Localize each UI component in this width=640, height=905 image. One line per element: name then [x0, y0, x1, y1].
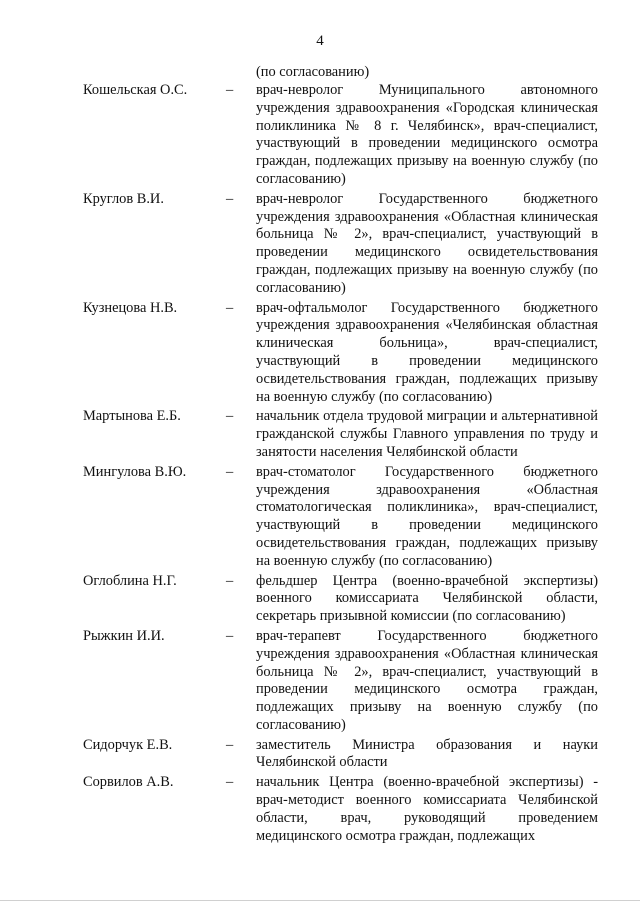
separator-dash: – [226, 299, 234, 316]
separator-dash: – [226, 736, 234, 753]
continued-text: (по согласованию) [256, 64, 370, 80]
member-position: врач-терапевт Государственного бюджетного учреждения здравоохранения «Областная клиническая больница № 2», врач-специалист, участвующий в проведении медицинского осмотра граждан, подлежащих призыву на военную службу (по согласованию) [256, 627, 598, 733]
separator-dash: – [226, 82, 234, 98]
member-name: Мартынова Е.Б. [83, 408, 181, 425]
member-entry [0, 82, 640, 189]
member-entry [0, 464, 640, 571]
member-entry [0, 573, 640, 626]
member-name: Кошельская О.С. [83, 82, 188, 98]
member-name: Сидорчук Е.В. [83, 736, 173, 753]
member-name: Кузнецова Н.В. [83, 299, 178, 316]
member-entry [0, 737, 640, 773]
member-position: начальник отдела трудовой миграции и альтернативной гражданской службы Главного управления по труду и занятости населения Челябинской области [256, 408, 598, 460]
member-entry [0, 628, 640, 735]
member-position: врач-стоматолог Государственного бюджетного учреждения здравоохранения «Областная стоматологическая поликлиника», врач-специалист, участвующий в проведении медицинского освидетельствования граждан, подлежащих призыву на военную службу (по согласованию) [256, 463, 598, 569]
separator-dash: – [226, 408, 234, 425]
member-name: Сорвилов А.В. [83, 774, 174, 791]
commission-member-list [0, 64, 640, 845]
page-number: 4 [316, 33, 324, 49]
separator-dash: – [226, 572, 234, 589]
member-position: фельдшер Центра (военно-врачебной экспертизы) военного комиссариата Челябинской области, секретарь призывной комиссии (по согласованию) [256, 572, 598, 625]
entries-container [0, 82, 640, 845]
separator-dash: – [226, 463, 234, 480]
member-name: Круглов В.И. [83, 190, 164, 207]
member-name: Рыжкин И.И. [83, 627, 165, 644]
separator-dash: – [226, 190, 234, 207]
separator-dash: – [226, 627, 234, 644]
member-entry [0, 774, 640, 845]
member-position: начальник Центра (военно-врачебной экспертизы) - врач-методист военного комиссариата Челябинской области, врач, руководящий проведением медицинского осмотра граждан, подлежащих [256, 774, 598, 844]
member-position: заместитель Министра образования и науки Челябинской области [256, 736, 598, 771]
separator-dash: – [226, 774, 234, 791]
member-name: Мингулова В.Ю. [83, 463, 187, 480]
member-entry [0, 300, 640, 407]
member-position: врач-невролог Государственного бюджетного учреждения здравоохранения «Областная клиническая больница № 2», врач-специалист, участвующий в проведении медицинского освидетельствования граждан, подлежащих призыву на военную службу (по согласованию) [256, 190, 598, 296]
page-bottom-edge [0, 900, 640, 901]
member-entry [0, 191, 640, 298]
member-position: врач-невролог Муниципального автономного учреждения здравоохранения «Городская клиническая поликлиника № 8 г. Челябинск», врач-специалист, участвующий в проведении медицинского осмотра граждан, подлежащих призыву на военную службу (по согласованию) [256, 82, 598, 187]
member-position: врач-офтальмолог Государственного бюджетного учреждения здравоохранения «Челябинская областная клиническая больница», врач-специалист, участвующий в проведении медицинского освидетельствования граждан, подлежащих призыву на военную службу (по согласованию) [256, 299, 598, 405]
member-name: Оглоблина Н.Г. [83, 572, 177, 589]
member-entry [0, 408, 640, 461]
